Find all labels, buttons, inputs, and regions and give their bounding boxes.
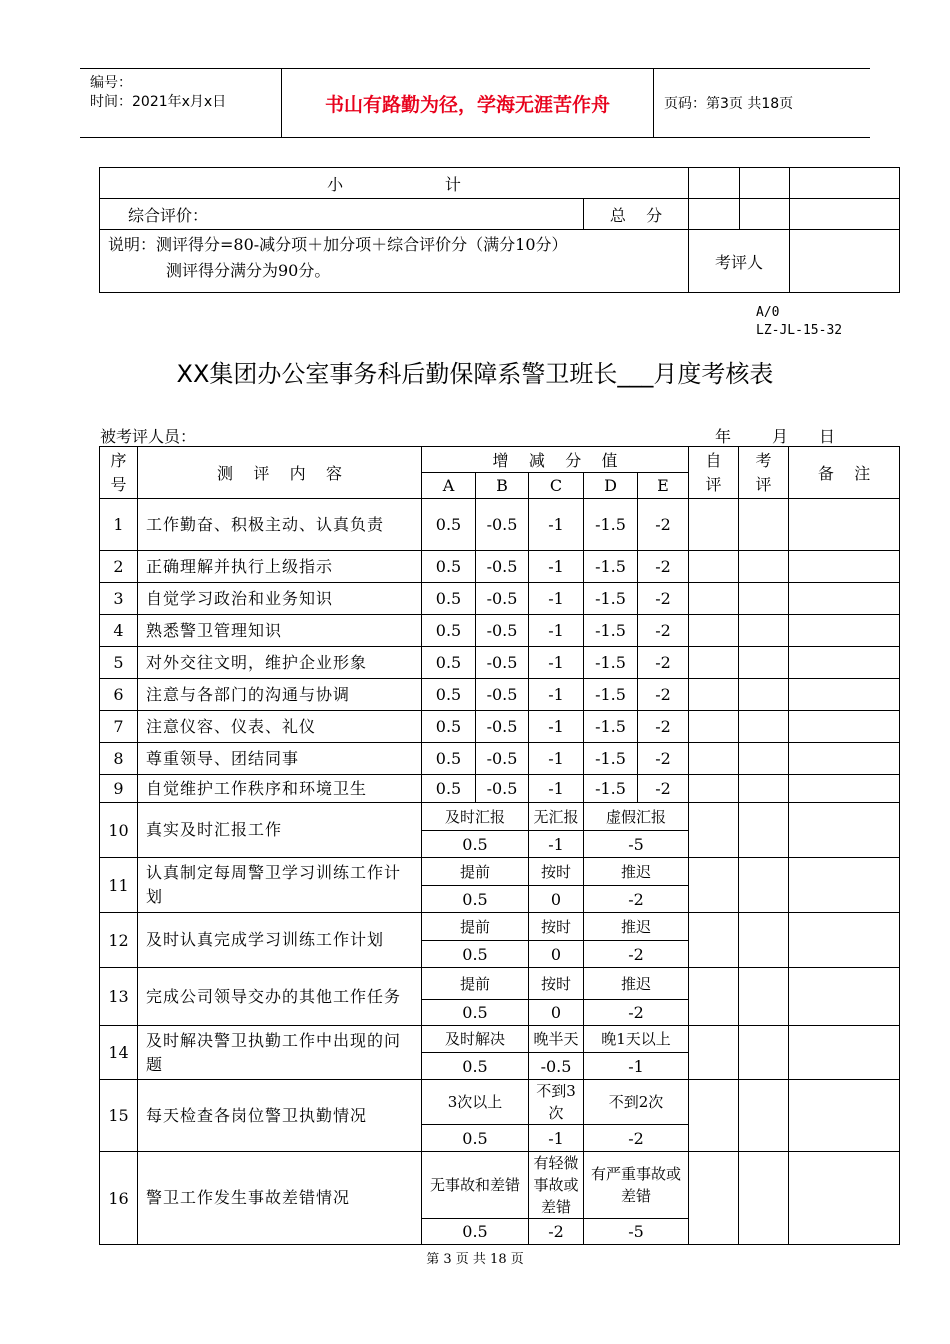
- overall-eval-label: 综合评价：: [100, 199, 584, 230]
- table-row: [100, 583, 900, 615]
- row-number: 8: [100, 743, 138, 775]
- exam-eval-cell[interactable]: [739, 647, 789, 679]
- score-c: -1: [529, 647, 584, 679]
- score-c: -1: [529, 743, 584, 775]
- row-number: 14: [100, 1026, 138, 1080]
- exam-eval-cell[interactable]: [739, 743, 789, 775]
- note-line-1: 说明：测评得分=80-减分项＋加分项＋综合评价分（满分10分）: [108, 235, 568, 254]
- option-score: -2: [584, 886, 689, 913]
- score-c: -1: [529, 551, 584, 583]
- option-label: 有严重事故或差错: [584, 1152, 689, 1219]
- option-score: -1: [529, 1125, 584, 1152]
- table-row: [100, 968, 900, 1000]
- doc-code-line1: A/0: [756, 305, 780, 320]
- header-meta: [80, 69, 281, 137]
- self-eval-cell[interactable]: [689, 615, 739, 647]
- exam-eval-cell[interactable]: [739, 775, 789, 803]
- score-d: -1.5: [584, 775, 638, 803]
- score-a: 0.5: [422, 615, 476, 647]
- row-content: 及时解决警卫执勤工作中出现的问题: [138, 1026, 422, 1080]
- subtotal-cell: [740, 168, 790, 199]
- score-d: -1.5: [584, 711, 638, 743]
- score-e: -2: [638, 679, 689, 711]
- option-label: 按时: [529, 913, 584, 941]
- exam-eval-cell[interactable]: [739, 1152, 789, 1245]
- option-label: 提前: [422, 968, 529, 1000]
- score-b: -0.5: [476, 615, 529, 647]
- score-b: -0.5: [476, 647, 529, 679]
- row-number: 2: [100, 551, 138, 583]
- option-label: 无事故和差错: [422, 1152, 529, 1219]
- self-eval-cell[interactable]: [689, 803, 739, 858]
- total-cell: [689, 199, 740, 230]
- row-content: 自觉维护工作秩序和环境卫生: [138, 775, 422, 803]
- row-content: 警卫工作发生事故差错情况: [138, 1152, 422, 1245]
- row-number: 4: [100, 615, 138, 647]
- exam-eval-cell[interactable]: [739, 1026, 789, 1080]
- option-score: -2: [584, 1125, 689, 1152]
- exam-eval-cell[interactable]: [739, 803, 789, 858]
- date-year-label: 年: [715, 427, 732, 446]
- self-eval-cell[interactable]: [689, 913, 739, 968]
- score-e: -2: [638, 743, 689, 775]
- row-content: 每天检查各岗位警卫执勤情况: [138, 1080, 422, 1152]
- exam-eval-cell[interactable]: [739, 913, 789, 968]
- option-score: 0.5: [422, 941, 529, 968]
- exam-eval-header: 考评: [739, 447, 789, 499]
- subtotal-cell: [790, 168, 900, 199]
- row-content: 注意仪容、仪表、礼仪: [138, 711, 422, 743]
- table-row: [100, 775, 900, 803]
- evaluator-label: 考评人: [689, 230, 790, 293]
- self-eval-cell[interactable]: [689, 775, 739, 803]
- row-number: 15: [100, 1080, 138, 1152]
- date-day-label: 日: [819, 427, 836, 446]
- table-row: [100, 803, 900, 831]
- score-a: 0.5: [422, 551, 476, 583]
- remark-cell[interactable]: [789, 803, 900, 858]
- score-b: -0.5: [476, 583, 529, 615]
- score-d: -1.5: [584, 743, 638, 775]
- score-a: 0.5: [422, 583, 476, 615]
- table-row: [100, 858, 900, 886]
- option-score: 0.5: [422, 1125, 529, 1152]
- option-score: -5: [584, 831, 689, 858]
- page-header: [80, 68, 870, 138]
- row-number: 13: [100, 968, 138, 1026]
- self-eval-cell[interactable]: [689, 968, 739, 1026]
- row-number: 12: [100, 913, 138, 968]
- self-eval-cell[interactable]: [689, 1152, 739, 1245]
- self-eval-cell[interactable]: [689, 858, 739, 913]
- row-number: 6: [100, 679, 138, 711]
- assessment-table: [99, 446, 900, 1245]
- remark-cell[interactable]: [789, 1026, 900, 1080]
- score-c: -1: [529, 679, 584, 711]
- col-e-header: E: [638, 473, 689, 499]
- option-score: 0.5: [422, 1053, 529, 1080]
- score-e: -2: [638, 711, 689, 743]
- self-eval-cell[interactable]: [689, 743, 739, 775]
- col-c-header: C: [529, 473, 584, 499]
- row-content: 对外交往文明，维护企业形象: [138, 647, 422, 679]
- score-e: -2: [638, 551, 689, 583]
- self-eval-cell[interactable]: [689, 647, 739, 679]
- row-content: 及时认真完成学习训练工作计划: [138, 913, 422, 968]
- row-number: 9: [100, 775, 138, 803]
- remark-cell[interactable]: [789, 583, 900, 615]
- option-score: -2: [584, 1000, 689, 1026]
- score-e: -2: [638, 647, 689, 679]
- content-header: 测 评 内 容: [138, 447, 422, 499]
- self-eval-cell[interactable]: [689, 711, 739, 743]
- row-number: 10: [100, 803, 138, 858]
- option-score: -2: [584, 941, 689, 968]
- row-number: 3: [100, 583, 138, 615]
- score-group-header: 增 减 分 值: [422, 447, 689, 473]
- score-b: -0.5: [476, 743, 529, 775]
- evaluee-label: 被考评人员：: [100, 427, 197, 446]
- evaluator-cell: [790, 230, 900, 293]
- remark-cell[interactable]: [789, 647, 900, 679]
- row-content: 真实及时汇报工作: [138, 803, 422, 858]
- exam-eval-cell[interactable]: [739, 1080, 789, 1152]
- doc-code-line2: LZ-JL-15-32: [756, 323, 843, 338]
- remark-cell[interactable]: [789, 711, 900, 743]
- score-d: -1.5: [584, 679, 638, 711]
- score-b: -0.5: [476, 775, 529, 803]
- header-number: 编号：: [90, 75, 132, 91]
- option-score: 0.5: [422, 1219, 529, 1245]
- note-line-2: 测评得分满分为90分。: [166, 261, 331, 280]
- table-row: [100, 711, 900, 743]
- score-a: 0.5: [422, 743, 476, 775]
- header-date: 时间：2021年x月x日: [90, 94, 227, 110]
- remark-cell[interactable]: [789, 743, 900, 775]
- remark-cell[interactable]: [789, 551, 900, 583]
- option-label: 及时解决: [422, 1026, 529, 1053]
- row-number: 7: [100, 711, 138, 743]
- row-content: 认真制定每周警卫学习训练工作计划: [138, 858, 422, 913]
- score-b: -0.5: [476, 499, 529, 551]
- score-a: 0.5: [422, 711, 476, 743]
- table-row: [100, 551, 900, 583]
- exam-eval-cell[interactable]: [739, 679, 789, 711]
- row-content: 正确理解并执行上级指示: [138, 551, 422, 583]
- table-row: [100, 913, 900, 941]
- exam-eval-cell[interactable]: [739, 583, 789, 615]
- remark-cell[interactable]: [789, 775, 900, 803]
- header-slogan: 书山有路勤为径，学海无涯苦作舟: [281, 69, 654, 137]
- total-cell: [740, 199, 790, 230]
- remark-cell[interactable]: [789, 499, 900, 551]
- option-label: 提前: [422, 858, 529, 886]
- document-code: [756, 304, 842, 340]
- header-page-info: 页码：第3页 共18页: [664, 96, 794, 112]
- row-content: 注意与各部门的沟通与协调: [138, 679, 422, 711]
- option-label: 按时: [529, 858, 584, 886]
- table-row: [100, 743, 900, 775]
- table-row: [100, 615, 900, 647]
- score-c: -1: [529, 615, 584, 647]
- remark-header: 备 注: [789, 447, 900, 499]
- exam-eval-cell[interactable]: [739, 551, 789, 583]
- table-row: [100, 1026, 900, 1053]
- option-score: -2: [529, 1219, 584, 1245]
- score-e: -2: [638, 775, 689, 803]
- self-eval-cell[interactable]: [689, 551, 739, 583]
- score-a: 0.5: [422, 775, 476, 803]
- option-score: 0.5: [422, 831, 529, 858]
- row-number: 1: [100, 499, 138, 551]
- score-d: -1.5: [584, 615, 638, 647]
- option-label: 不到3次: [529, 1080, 584, 1125]
- subtotal-cell: [689, 168, 740, 199]
- score-a: 0.5: [422, 499, 476, 551]
- remark-cell[interactable]: [789, 1080, 900, 1152]
- score-d: -1.5: [584, 551, 638, 583]
- score-a: 0.5: [422, 647, 476, 679]
- option-label: 推迟: [584, 913, 689, 941]
- option-label: 无汇报: [529, 803, 584, 831]
- table-row: [100, 679, 900, 711]
- score-d: -1.5: [584, 647, 638, 679]
- self-eval-cell[interactable]: [689, 1080, 739, 1152]
- page-footer: 第 3 页 共 18 页: [426, 1252, 524, 1267]
- row-number: 11: [100, 858, 138, 913]
- exam-eval-cell[interactable]: [739, 499, 789, 551]
- option-score: -5: [584, 1219, 689, 1245]
- page-title: XX集团办公室事务科后勤保障系警卫班长___月度考核表: [176, 360, 774, 388]
- score-c: -1: [529, 775, 584, 803]
- option-label: 不到2次: [584, 1080, 689, 1125]
- option-score: 0.5: [422, 886, 529, 913]
- score-c: -1: [529, 711, 584, 743]
- self-eval-cell[interactable]: [689, 1026, 739, 1080]
- col-d-header: D: [584, 473, 638, 499]
- option-label: 虚假汇报: [584, 803, 689, 831]
- remark-cell[interactable]: [789, 968, 900, 1026]
- option-score: -1: [529, 831, 584, 858]
- score-d: -1.5: [584, 583, 638, 615]
- option-score: 0: [529, 886, 584, 913]
- option-label: 及时汇报: [422, 803, 529, 831]
- score-e: -2: [638, 615, 689, 647]
- option-score: -0.5: [529, 1053, 584, 1080]
- remark-cell[interactable]: [789, 615, 900, 647]
- option-score: -1: [584, 1053, 689, 1080]
- option-score: 0: [529, 941, 584, 968]
- option-label: 推迟: [584, 858, 689, 886]
- remark-cell[interactable]: [789, 858, 900, 913]
- table-row: [100, 499, 900, 551]
- self-eval-cell[interactable]: [689, 499, 739, 551]
- row-content: 自觉学习政治和业务知识: [138, 583, 422, 615]
- score-e: -2: [638, 499, 689, 551]
- option-label: 推迟: [584, 968, 689, 1000]
- total-score-label: 总 分: [584, 199, 689, 230]
- remark-cell[interactable]: [789, 679, 900, 711]
- score-b: -0.5: [476, 679, 529, 711]
- option-label: 晚半天: [529, 1026, 584, 1053]
- row-number: 5: [100, 647, 138, 679]
- score-a: 0.5: [422, 679, 476, 711]
- exam-eval-cell[interactable]: [739, 615, 789, 647]
- self-eval-cell[interactable]: [689, 583, 739, 615]
- row-content: 完成公司领导交办的其他工作任务: [138, 968, 422, 1026]
- score-d: -1.5: [584, 499, 638, 551]
- col-a-header: A: [422, 473, 476, 499]
- row-content: 尊重领导、团结同事: [138, 743, 422, 775]
- score-b: -0.5: [476, 711, 529, 743]
- table-row: [100, 1152, 900, 1219]
- score-c: -1: [529, 499, 584, 551]
- summary-table: [99, 167, 900, 293]
- row-number: 16: [100, 1152, 138, 1245]
- option-score: 0.5: [422, 1000, 529, 1026]
- exam-eval-cell[interactable]: [739, 858, 789, 913]
- option-label: 3次以上: [422, 1080, 529, 1125]
- table-row: [100, 647, 900, 679]
- option-label: 晚1天以上: [584, 1026, 689, 1053]
- remark-cell[interactable]: [789, 913, 900, 968]
- date-month-label: 月: [772, 427, 789, 446]
- subtotal-label: 小 计: [100, 168, 689, 199]
- score-b: -0.5: [476, 551, 529, 583]
- total-cell: [790, 199, 900, 230]
- seq-header: 序号: [100, 447, 138, 499]
- exam-eval-cell[interactable]: [739, 711, 789, 743]
- score-e: -2: [638, 583, 689, 615]
- score-c: -1: [529, 583, 584, 615]
- self-eval-cell[interactable]: [689, 679, 739, 711]
- col-b-header: B: [476, 473, 529, 499]
- option-score: 0: [529, 1000, 584, 1026]
- row-content: 熟悉警卫管理知识: [138, 615, 422, 647]
- remark-cell[interactable]: [789, 1152, 900, 1245]
- row-content: 工作勤奋、积极主动、认真负责: [138, 499, 422, 551]
- option-label: 有轻微事故或差错: [529, 1152, 584, 1219]
- table-row: [100, 1080, 900, 1125]
- option-label: 按时: [529, 968, 584, 1000]
- exam-eval-cell[interactable]: [739, 968, 789, 1026]
- self-eval-header: 自评: [689, 447, 739, 499]
- scoring-note: [100, 230, 689, 293]
- option-label: 提前: [422, 913, 529, 941]
